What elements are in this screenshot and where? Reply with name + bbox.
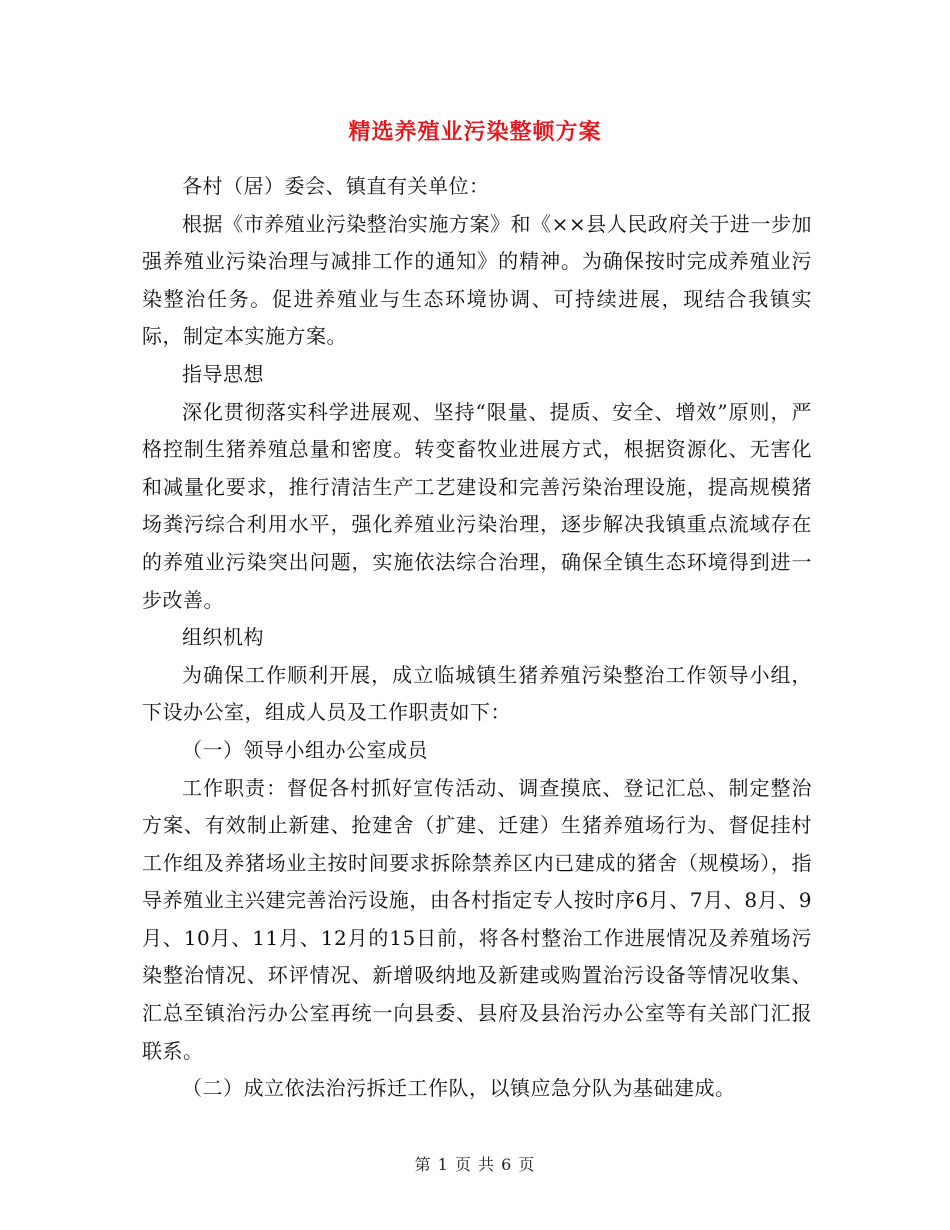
document-body: [142, 168, 812, 1108]
document-title: 精选养殖业污染整顿方案: [348, 119, 602, 145]
duties-paragraph: 工作职责：督促各村抓好宣传活动、调查摸底、登记汇总、制定整治方案、有效制止新建、抢建舍（扩建、迁建）生猪养殖场行为、督促挂村工作组及养猪场业主按时间要求拆除禁养区内已建成的猪舍（规模场），指导养殖业主兴建完善治污设施，由各村指定专人按时序6月、7月、8月、9月、10月、11月、12月的15日前，将各村整治工作进展情况及养殖场污染整治情况、环评情况、新增吸纳地及新建或购置治污设备等情况收集、汇总至镇治污办公室再统一向县委、县府及县治污办公室等有关部门汇报联系。: [142, 775, 812, 1063]
page-footer: 第 1 页 共 6 页: [414, 1155, 536, 1174]
intro-paragraph: 根据《市养殖业污染整治实施方案》和《××县人民政府关于进一步加强养殖业污染治理与减排工作的通知》的精神。为确保按时完成养殖业污染整治任务。促进养殖业与生态环境协调、可持续进展，现结合我镇实际，制定本实施方案。: [142, 211, 812, 349]
guiding-ideology-paragraph: 深化贯彻落实科学进展观、坚持“限量、提质、安全、增效”原则，严格控制生猪养殖总量和密度。转变畜牧业进展方式，根据资源化、无害化和减量化要求，推行清洁生产工艺建设和完善污染治理设施，提高规模猪场粪污综合利用水平，强化养殖业污染治理，逐步解决我镇重点流域存在的养殖业污染突出问题，实施依法综合治理，确保全镇生态环境得到进一步改善。: [142, 399, 812, 612]
salutation-paragraph: 各村（居）委会、镇直有关单位：: [182, 174, 490, 198]
organization-paragraph: 为确保工作顺利开展，成立临城镇生猪养殖污染整治工作领导小组，下设办公室，组成人员及工作职责如下：: [142, 662, 812, 725]
section-heading-guiding-ideology: 指导思想: [182, 361, 264, 386]
subsection-demolition-team: （二）成立依法治污拆迁工作队，以镇应急分队为基础建成。: [182, 1076, 736, 1101]
section-heading-organization: 组织机构: [182, 625, 264, 650]
subsection-heading-office-members: （一）领导小组办公室成员: [182, 737, 428, 762]
